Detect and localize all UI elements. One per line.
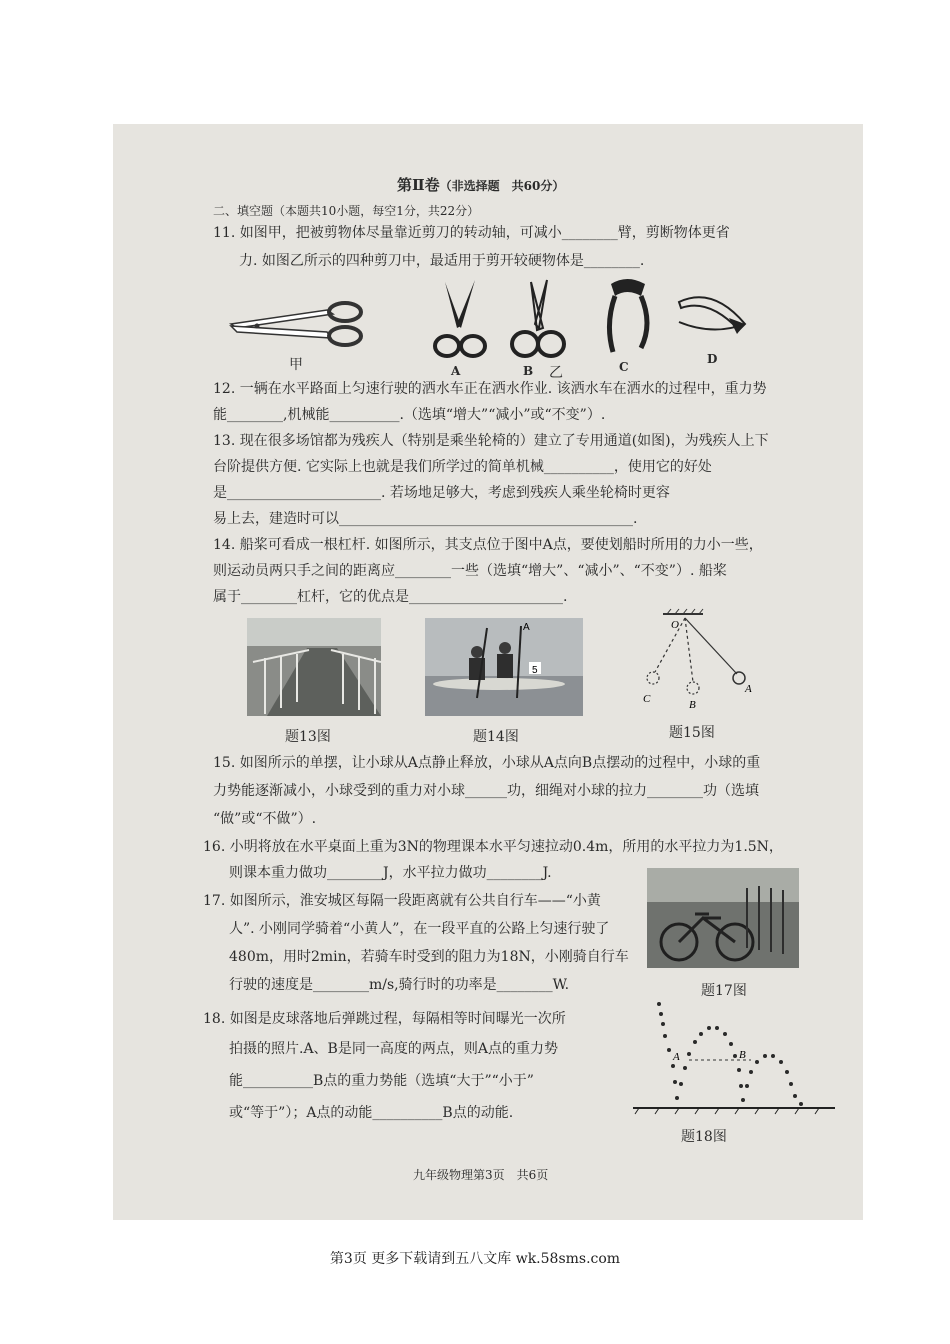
fig17-caption: 题17图 — [701, 983, 747, 999]
q18-line3: 能__________B点的重力势能（选填“大于”“小于” — [229, 1073, 534, 1089]
section-title: 第Ⅱ卷（非选择题 共60分） — [397, 176, 565, 194]
scissors-a-icon — [431, 278, 487, 362]
scissors-c-icon — [597, 274, 659, 360]
q12-line1: 12. 一辆在水平路面上匀速行驶的洒水车正在洒水作业. 该洒水车在洒水的过程中，重力势 — [213, 381, 767, 397]
q18-line1: 18. 如图是皮球落地后弹跳过程，每隔相等时间曝光一次所 — [203, 1011, 566, 1027]
q14-line2: 则运动员两只手之间的距离应________一些（选填“增大”、“减小”、“不变”）. 船桨 — [213, 563, 727, 579]
exam-page-photo — [113, 124, 863, 1220]
q15-line3: “做”或“不做”）. — [213, 811, 317, 827]
q12-line2: 能________,机械能__________.（选填“增大”“减小”或“不变”）. — [213, 407, 606, 423]
q18-line4: 或“等于”）；A点的动能__________B点的动能. — [229, 1105, 514, 1121]
q11-line2: 力. 如图乙所示的四种剪刀中，最适用于剪开较硬物体是________. — [239, 253, 645, 269]
pendulum-point-c: C — [643, 693, 651, 705]
fig13-caption: 题13图 — [285, 729, 331, 745]
q11-line1: 11. 如图甲，把被剪物体尽量靠近剪刀的转动轴，可减小________臂，剪断物体更省 — [213, 225, 730, 241]
scissors-b-icon — [509, 278, 567, 362]
pendulum-diagram — [633, 608, 763, 716]
q15-line1: 15. 如图所示的单摆，让小球从A点静止释放，小球从A点向B点摆动的过程中，小球的重 — [213, 755, 761, 771]
pendulum-point-a: A — [745, 683, 752, 695]
bicycles-photo-image — [647, 868, 799, 968]
q16-line1: 16. 小明将放在水平桌面上重为3N的物理课本水平匀速拉动0.4m，所用的水平拉力为1.5N， — [203, 839, 783, 855]
document-footer: 第3页 更多下载请到五八文库 wk.58sms.com — [329, 1251, 621, 1267]
exam-page-number: 九年级物理第3页 共6页 — [413, 1168, 549, 1182]
fig-jia-label: 甲 — [289, 357, 303, 373]
opt-c-label: C — [619, 360, 629, 374]
scissors-d-icon — [673, 284, 753, 344]
section-heading: 二、填空题（本题共10小题，每空1分，共22分） — [213, 204, 480, 218]
opt-d-label: D — [707, 352, 718, 366]
q17-line4: 行驶的速度是________m/s,骑行时的功率是________W. — [229, 977, 570, 993]
fig18-caption: 题18图 — [681, 1129, 727, 1145]
boat-point-a-label: A — [523, 622, 530, 633]
opt-a-label: A — [451, 364, 461, 378]
ramp-photo-image — [247, 618, 381, 716]
q13-line2: 台阶提供方便. 它实际上也就是我们所学过的简单机械__________，使用它的好处 — [213, 459, 712, 475]
fig15-caption: 题15图 — [669, 725, 715, 741]
q17-line2: 人”. 小刚同学骑着“小黄人”，在一段平直的公路上匀速行驶了 — [229, 921, 610, 937]
bouncing-ball-diagram — [629, 1000, 841, 1116]
fig14-caption: 题14图 — [473, 729, 519, 745]
ball-point-a: A — [673, 1051, 680, 1063]
q15-line2: 力势能逐渐减小，小球受到的重力对小球______功，细绳对小球的拉力________功（选填 — [213, 783, 759, 799]
q14-line3: 属于________杠杆，它的优点是______________________. — [213, 589, 568, 605]
q14-line1: 14. 船桨可看成一根杠杆. 如图所示，其支点位于图中A点，要使划船时所用的力小一些， — [213, 537, 763, 553]
q16-line2: 则课本重力做功________J，水平拉力做功________J. — [229, 865, 552, 881]
pendulum-point-b: B — [689, 699, 696, 711]
boat-number-label: 5 — [532, 665, 538, 676]
canoe-photo-image — [425, 618, 583, 716]
q17-line1: 17. 如图所示，淮安城区每隔一段距离就有公共自行车——“小黄 — [203, 893, 601, 909]
scissors-jia-icon — [227, 292, 367, 352]
fig-yi-label: 乙 — [549, 365, 563, 381]
q17-line3: 480m，用时2min，若骑车时受到的阻力为18N，小刚骑自行车 — [229, 949, 629, 965]
q13-line1: 13. 现在很多场馆都为残疾人（特别是乘坐轮椅的）建立了专用通道(如图)，为残疾人上下 — [213, 433, 769, 449]
q18-line2: 拍摄的照片.A、B是同一高度的两点，则A点的重力势 — [229, 1041, 558, 1057]
ball-point-b: B — [739, 1049, 746, 1061]
pendulum-point-o: O — [671, 619, 679, 631]
opt-b-label: B — [523, 364, 534, 378]
q13-line4: 易上去，建造时可以__________________________________________. — [213, 511, 638, 527]
q13-line3: 是______________________. 若场地足够大，考虑到残疾人乘坐轮椅时更容 — [213, 485, 670, 501]
